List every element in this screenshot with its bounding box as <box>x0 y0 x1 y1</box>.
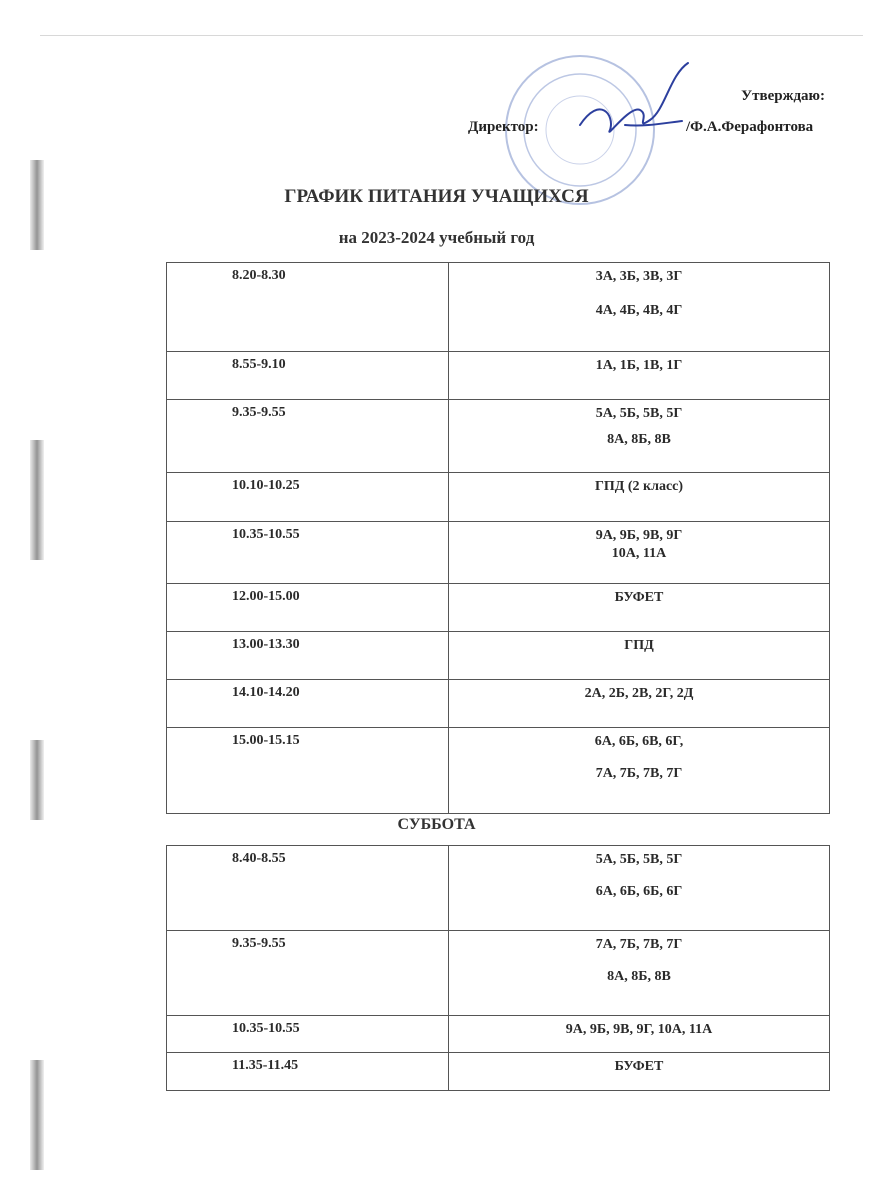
classes-line: 9А, 9Б, 9В, 9Г, 10А, 11А <box>565 1022 713 1037</box>
table-row <box>167 632 830 680</box>
table-row <box>167 400 830 473</box>
time-cell: 15.00-15.15 <box>167 728 449 814</box>
scan-artifact <box>30 1060 44 1170</box>
time-cell: 11.35-11.45 <box>167 1053 449 1091</box>
director-name: /Ф.А.Ферафонтова <box>686 119 814 135</box>
classes-line: 9А, 9Б, 9В, 9Г <box>595 528 683 543</box>
classes-cell <box>449 263 830 352</box>
time-cell: 9.35-9.55 <box>167 400 449 473</box>
classes-cell <box>449 400 830 473</box>
table-row <box>167 263 830 352</box>
scan-artifact <box>30 440 44 560</box>
classes-line: БУФЕТ <box>614 1059 664 1074</box>
classes-cell <box>449 632 830 680</box>
classes-line: БУФЕТ <box>614 590 664 605</box>
director-signature <box>570 55 700 145</box>
table-row <box>167 584 830 632</box>
time-cell: 14.10-14.20 <box>167 680 449 728</box>
classes-line: 8А, 8Б, 8В <box>607 969 671 984</box>
table-row <box>167 931 830 1016</box>
classes-line: 5А, 5Б, 5В, 5Г <box>595 852 683 867</box>
classes-cell <box>449 728 830 814</box>
time-cell: 8.40-8.55 <box>167 846 449 931</box>
table-row <box>167 1053 830 1091</box>
classes-line: 6А, 6Б, 6Б, 6Г <box>595 884 683 899</box>
director-label: Директор: <box>468 119 539 135</box>
classes-cell <box>449 846 830 931</box>
time-cell: 8.20-8.30 <box>167 263 449 352</box>
classes-line: ГПД (2 класс) <box>594 479 684 494</box>
weekday-schedule-table <box>166 262 830 814</box>
classes-cell <box>449 522 830 584</box>
time-cell: 9.35-9.55 <box>167 931 449 1016</box>
time-cell: 13.00-13.30 <box>167 632 449 680</box>
document-title: ГРАФИК ПИТАНИЯ УЧАЩИХСЯ <box>284 186 589 207</box>
table-row <box>167 473 830 522</box>
classes-line: 6А, 6Б, 6В, 6Г, <box>594 734 684 749</box>
scan-artifact <box>30 740 44 820</box>
classes-line: 10А, 11А <box>611 546 667 561</box>
classes-line: 3А, 3Б, 3В, 3Г <box>595 269 683 284</box>
classes-cell <box>449 473 830 522</box>
classes-cell <box>449 1016 830 1053</box>
scan-top-line <box>40 35 863 36</box>
time-cell: 8.55-9.10 <box>167 352 449 400</box>
classes-cell <box>449 1053 830 1091</box>
table-row <box>167 1016 830 1053</box>
time-cell: 10.35-10.55 <box>167 1016 449 1053</box>
classes-cell <box>449 584 830 632</box>
classes-line: 5А, 5Б, 5В, 5Г <box>595 406 683 421</box>
table-row <box>167 728 830 814</box>
saturday-heading: СУББОТА <box>397 816 476 833</box>
time-cell: 10.10-10.25 <box>167 473 449 522</box>
classes-line: 7А, 7Б, 7В, 7Г <box>595 766 683 781</box>
table-row <box>167 680 830 728</box>
classes-cell <box>449 931 830 1016</box>
classes-line: 4А, 4Б, 4В, 4Г <box>595 303 683 318</box>
classes-cell <box>449 680 830 728</box>
saturday-schedule-table <box>166 845 830 1091</box>
table-row <box>167 522 830 584</box>
table-row <box>167 352 830 400</box>
time-cell: 10.35-10.55 <box>167 522 449 584</box>
approval-label: Утверждаю: <box>741 88 825 104</box>
classes-line: 1А, 1Б, 1В, 1Г <box>595 358 683 373</box>
document-subtitle: на 2023-2024 учебный год <box>338 228 535 247</box>
classes-cell <box>449 352 830 400</box>
classes-line: 2А, 2Б, 2В, 2Г, 2Д <box>584 686 694 701</box>
table-row <box>167 846 830 931</box>
classes-line: ГПД <box>624 638 654 653</box>
time-cell: 12.00-15.00 <box>167 584 449 632</box>
classes-line: 7А, 7Б, 7В, 7Г <box>595 937 683 952</box>
classes-line: 8А, 8Б, 8В <box>607 432 671 447</box>
